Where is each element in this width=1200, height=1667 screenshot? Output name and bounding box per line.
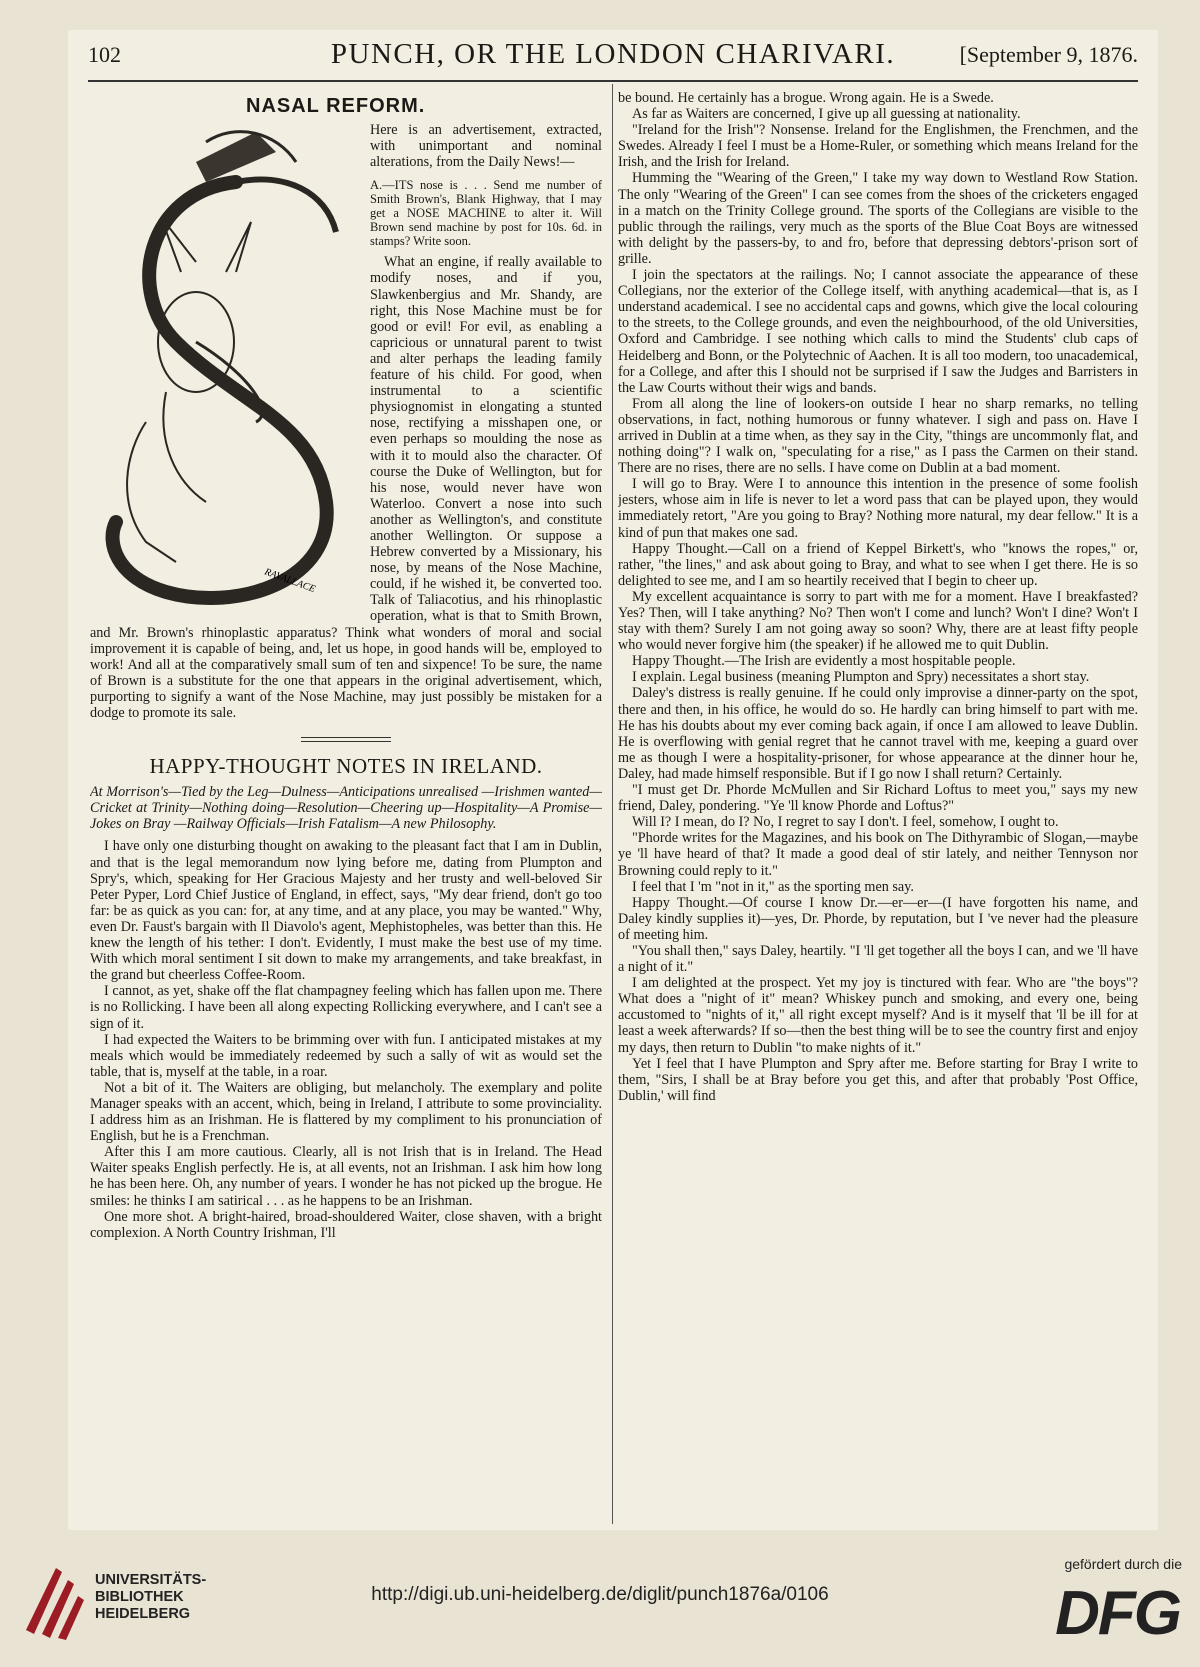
right-paragraph: "You shall then," says Daley, heartily. "I 'll get together all the boys I can, and we 'll have a night of it.": [618, 942, 1138, 976]
right-paragraph: As far as Waiters are concerned, I give up all guessing at nationality.: [632, 106, 1021, 123]
right-paragraph: I am delighted at the prospect. Yet my joy is tinctured with fear. Who are "the boys"? What does a "night of it" mean? Whiskey punch and smoking, and every one, being accustomed to "nights of it," all right except myself? And is it myself that 'll be ill for at least a week afterwards? If so—then the best thing will be to see the country first and enjoy my days, then return to Dublin "to make nights of it.": [618, 975, 1138, 1056]
right-paragraph: I join the spectators at the railings. No; I cannot associate the appearance of these Collegians, nor the exterior of the College itself, with anything academical—that is, as I understand academical. I see no accidental caps and gowns, which give the local colouring to the streets, to the College grounds, and even the neighbourhood, of the old Universities, Oxford and Cambridge. I see nothing which calls to mind the Students' club caps of Heidelberg and Bonn, or the Polytechnic of Aachen. It is all too modern, too unacademical, for a College, and after this I should not be surprised if I saw the Judges and Barristers in the Law Courts without their wigs and bands.: [618, 267, 1138, 396]
right-paragraph: Daley's distress is really genuine. If he could only improvise a dinner-party on the spot, there and then, in his office, he would do so. He hardly can bring himself to part with me. He has his doubts about my ever coming back again, if once I am allowed to leave Dublin. He is overflowing with genial regret that he cannot travel with me, keeping a guard over me as though I were a hospitality-prisoner, for whose appearance at the dinner hour he, Daley, had made himself responsible. But if I go now I shall return? Certainly.: [618, 685, 1138, 782]
nasal-body: What an engine, if really available to modify noses, and if you, Slawkenbergius and Mr. Shandy, are right, this Nose Machine must be for good or evil! For evil, as enabling a capricious or unnatural parent to twist and alter perhaps the leading family feature of his child. For good, when instrumental to a scientific physiognomist in elongating a stunted nose, rectifying a misshapen one, or even perhaps so moulding the nose as with it to mould also the character. Of course the Duke of Wellington, but for his nose, would never have won Waterloo. Convert a nose into such another as Wellington's, and constitute another Wellington. Or suppose a Hebrew converted by a Missionary, his nose, by means of the Nose Machine, could, if he wished it, be converted too. Talk of Taliacotius, and his rhinoplastic operation, what is that to Smith Brown, and Mr. Brown's rhinoplastic apparatus? Think what wonders of moral and social improvement it is capable of being, and, let us hope, in good hands will be, employed to work! And all at the comparatively small sum of ten and sixpence! To be sure, the name of Brown is a substitute for the one that appears in the original advertisement, which, purporting to signify a want of the Nose Machine, may just possibly be mistaken for a dodge to promote its sale.: [90, 254, 602, 721]
right-paragraph: I feel that I 'm "not in it," as the sporting men say.: [632, 878, 914, 895]
left-paragraph: I have only one disturbing thought on awaking to the pleasant fact that I am in Dublin, and that is the legal memorandum now lying before me, dating from Plumpton and Spry's, which, speaking for Her Gracious Majesty and her trusty and well-beloved Sir Peter Pyper, Lord Chief Justice of England, in effect, says, "My dear friend, don't go too far: be as quick as you can: for, at any time, and at any place, you may be wanted." Why, even Dr. Faust's bargain with Il Diavolo's agent, Mephistopheles, was better than this. He knew the length of his tether: I don't. Evidently, I must make the best use of my time. With which moral sentiment I sit down to make my arrangements, and take breakfast, in the grand but cheerless Coffee-Room.: [90, 838, 602, 984]
right-paragraph: My excellent acquaintance is sorry to part with me for a moment. Have I breakfasted? Yes? Then, will I take anything? No? Then won't I come and lunch? Won't I dine? Won't I stay with them? Surely I am not going away so soon? Why, there are at least fifty people who would never forgive him (the speaker) if he allowed me to quit Dublin.: [618, 588, 1138, 654]
column-divider: [612, 84, 613, 1524]
right-paragraph: Will I? I mean, do I? No, I regret to say I don't. I feel, somehow, I ought to.: [632, 814, 1059, 831]
page-header: [88, 38, 1138, 78]
artist-signature: RAVALLACE: [262, 566, 317, 596]
right-paragraph: "Ireland for the Irish"? Nonsense. Ireland for the Englishmen, the Frenchmen, and the Swedes. Already I feel I must be a Home-Ruler, or something which means Ireland for the Irish, and the Irish for Ireland.: [618, 122, 1138, 171]
nasal-advertisement: A.—ITS nose is . . . Send me number of Smith Brown's, Blank Highway, that I may get a NOSE MACHINE to alter it. Will Brown send machine by post for 10s. 6d. in stamps? Write soon.: [370, 178, 602, 249]
nasal-intro: Here is an advertisement, extracted, with unimportant and nominal alterations, from the Daily News!—: [370, 122, 602, 171]
right-paragraph: Happy Thought.—Call on a friend of Keppel Birkett's, who "knows the ropes," or, rather, "the lines," and ask about going to Bray, and what to see when I get there. He is so delighted to see me, and I am so heartily received that I begin to cheer up.: [618, 540, 1138, 589]
right-column: [618, 90, 1138, 1526]
right-paragraph: "I must get Dr. Phorde McMullen and Sir Richard Loftus to meet you," says my new friend, Daley, pondering. "Ye 'll know Phorde and Loftus?": [618, 782, 1138, 815]
dfg-logo: DFG: [1055, 1579, 1180, 1648]
library-name: UNIVERSITÄTS- BIBLIOTHEK HEIDELBERG: [95, 1572, 207, 1622]
issue-date: [September 9, 1876.: [959, 42, 1138, 67]
happy-subtitle: At Morrison's—Tied by the Leg—Dulness—Anticipations unrealised —Irishmen wanted—Cricket at Trinity—Nothing doing—Resolution—Cheering up—Hospitality—A Promise—Jokes on Bray —Railway Officials—Irish Fatalism—A new Philosophy.: [90, 784, 602, 833]
section-divider: [301, 737, 391, 742]
source-url-link[interactable]: http://digi.ub.uni-heidelberg.de/diglit/punch1876a/0106: [371, 1584, 829, 1605]
nasal-reform-heading: NASAL REFORM.: [246, 95, 426, 117]
right-paragraph: be bound. He certainly has a brogue. Wrong again. He is a Swede.: [618, 90, 994, 106]
right-paragraph: Humming the "Wearing of the Green," I take my way down to Westland Row Station. The only "Wearing of the Green" I can see comes from the shoes of the cricketers engaged in a match on the Trinity College ground. The sports of the Collegians are visible to the public through the railings, very much as the sports of the Blue Coat Boys are witnessed with delight by the passers-by, to and fro, before that depressing debtors'-prison sort of grille.: [618, 170, 1138, 267]
right-paragraph: Happy Thought.—Of course I know Dr.—er—er—(I have forgotten his name, and Daley kindly supplies it)—yes, Dr. Phorde, by reputation, but I 've never had the pleasure of meeting him.: [618, 894, 1138, 943]
header-rule: [88, 80, 1138, 82]
right-paragraph: Yet I feel that I have Plumpton and Spry after me. Before starting for Bray I write to them, "Sirs, I shall be at Bray before you get this, and after that probably 'Post Office, Dublin,' will find: [618, 1055, 1138, 1104]
left-column: [90, 90, 602, 1520]
right-paragraph: Happy Thought.—The Irish are evidently a most hospitable people.: [632, 653, 1016, 670]
left-paragraph: Not a bit of it. The Waiters are obliging, but melancholy. The exemplary and polite Manager speaks with an accent, which, being in Ireland, I attribute to some provinciality. I address him as an Irishman. He is flattered by my compliment to his pronunciation of English, but he is a Frenchman.: [90, 1079, 602, 1145]
right-paragraph: "Phorde writes for the Magazines, and his book on The Dithyrambic of Slogan,—maybe ye 'll have heard of that? It made a good deal of stir lately, and neither Tennyson nor Browning could reply to it.": [618, 830, 1138, 879]
nose-illustration: [90, 122, 362, 618]
right-paragraph: I explain. Legal business (meaning Plumpton and Spry) necessitates a short stay.: [632, 669, 1090, 686]
left-paragraph: One more shot. A bright-haired, broad-shouldered Waiter, close shaven, with a bright complexion. A North Country Irishman, I'll: [90, 1208, 602, 1241]
funded-by-text: gefördert durch die: [1064, 1556, 1182, 1572]
page-number: 102: [88, 42, 121, 67]
happy-thought-heading: HAPPY-THOUGHT NOTES IN IRELAND.: [149, 754, 543, 779]
right-paragraph: From all along the line of lookers-on outside I hear no sharp remarks, no telling observations, in fact, nothing humorous or funny whatever. I sigh and pass on. Have I arrived in Dublin at a time when, as they say in the City, "things are uncommonly flat, and nothing doing"? I walk on, "speculating for a rise," as I pass the Carmen on their stand. There are no rises, there are no sells. I have come on Dublin at a bad moment.: [618, 395, 1138, 477]
left-paragraph: I had expected the Waiters to be brimming over with fun. I anticipated mistakes at my meals which would be immediately redeemed by such a sally of wit as would set the table, that is, myself at the table, in a roar.: [90, 1031, 602, 1080]
left-paragraph: I cannot, as yet, shake off the flat champagney feeling which has fallen upon me. There is no Rollicking. I have been all along expecting Rollicking everywhere, and I can't see a sign of it.: [90, 983, 602, 1032]
right-paragraph: I will go to Bray. Were I to announce this intention in the presence of some foolish jesters, whose aim in life is never to let a word pass that can be played upon, they would immediately retort, "Are you going to Bray? Nothing more natural, my dear fellow." It is a kind of pun that makes one sad.: [618, 476, 1138, 541]
page-title: PUNCH, OR THE LONDON CHARIVARI.: [330, 38, 896, 70]
digitization-footer: [0, 1530, 1200, 1667]
left-paragraph: After this I am more cautious. Clearly, all is not Irish that is in Ireland. The Head Waiter speaks English perfectly. He is, at all events, not an Irishman. I ask him how long he has been here. Oh, any number of years. I wonder he has not picked up the brogue. He smiles: he thinks I am satirical . . . as he happens to be an Irishman.: [90, 1144, 602, 1209]
